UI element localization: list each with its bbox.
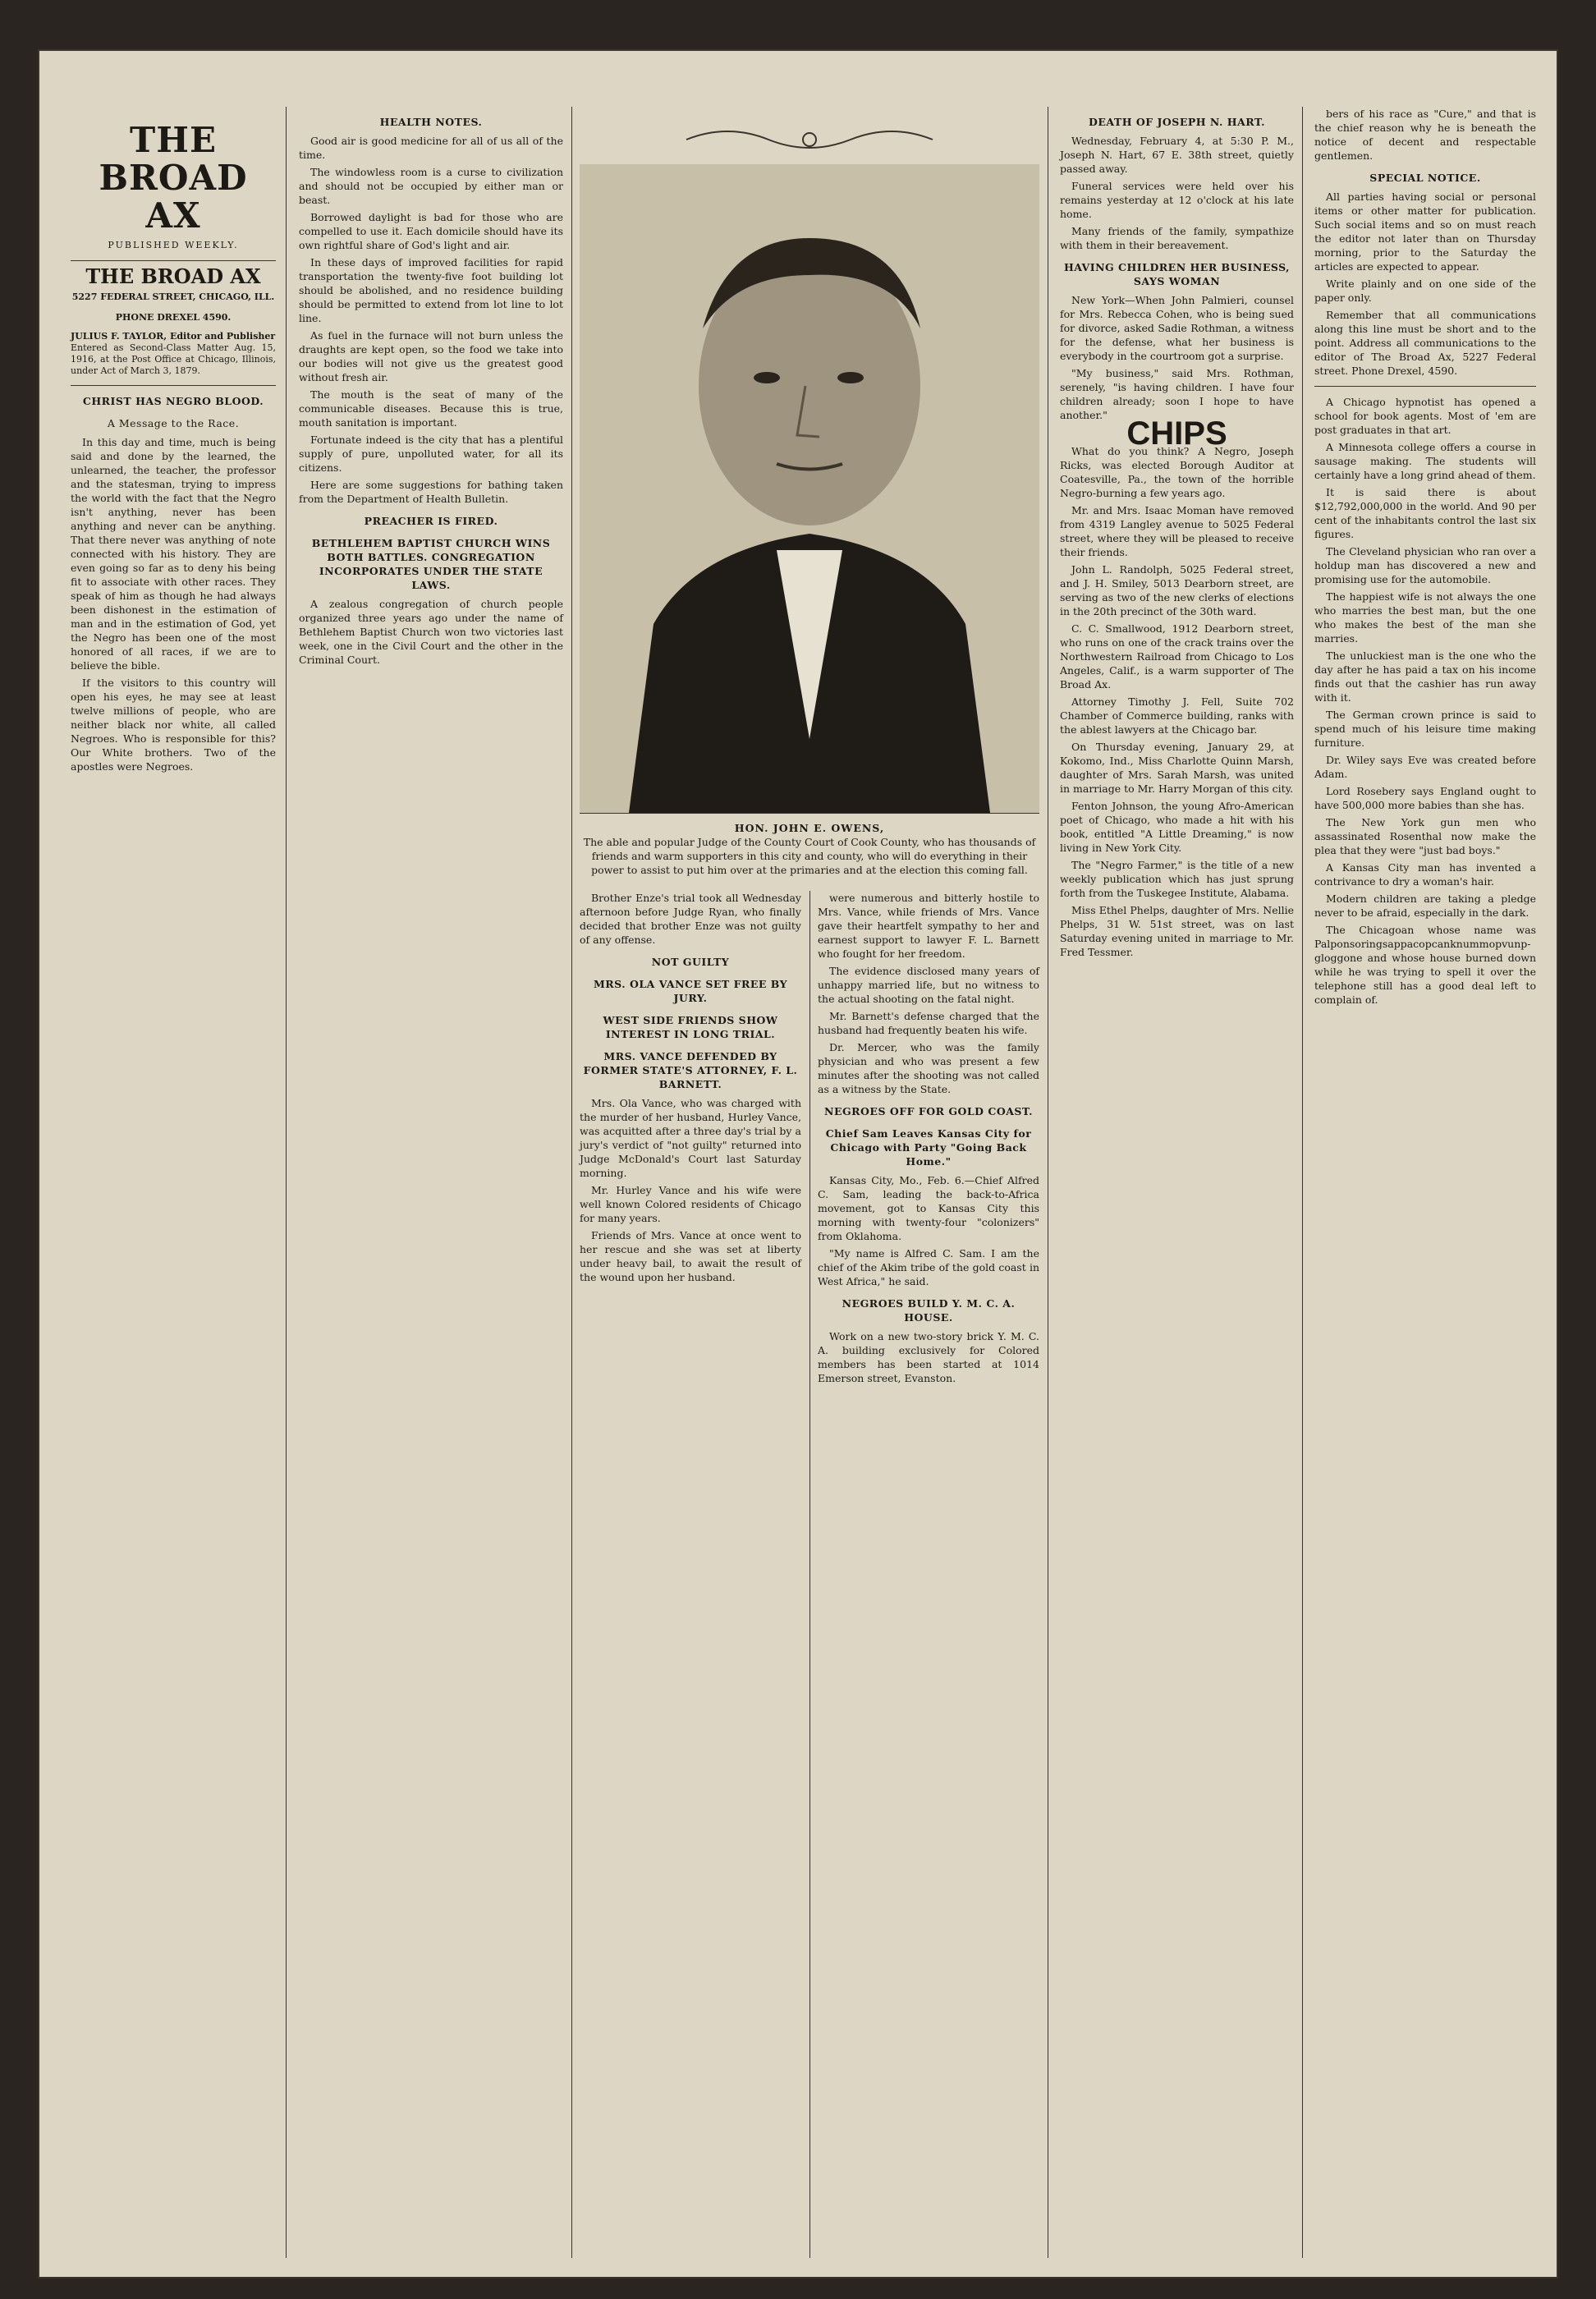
paragraph: All parties having social or personal items or other matter for publication. Such social items and so on must reach the editor not later than on Thursday morning, prior to the Saturday the articles are expected to appear. bbox=[1314, 190, 1536, 273]
divider bbox=[71, 385, 276, 386]
chips-heading: CHIPS bbox=[1126, 415, 1227, 452]
caption-text: The able and popular Judge of the County Court of Cook County, who has thousands of friends and warm supporters in this city and county, who will do everything in their power to assist to put him over at the primaries and at the election this coming fall. bbox=[583, 836, 1036, 876]
subhead: WEST SIDE FRIENDS SHOW INTEREST IN LONG TRIAL. bbox=[603, 1014, 778, 1040]
paragraph: Lord Rosebery says England ought to have 500,000 more babies than she has. bbox=[1314, 785, 1536, 811]
column-6 bbox=[1314, 107, 1536, 1010]
newspaper-page bbox=[38, 49, 1558, 2278]
paragraph: The New York gun men who assassinated Rosenthal now make the plea that they were "just bad boys." bbox=[1314, 816, 1536, 856]
paragraph: Funeral services were held over his remains yesterday at 12 o'clock at his late home. bbox=[1060, 180, 1294, 220]
paragraph: What do you think? A Negro, Joseph Ricks, was elected Borough Auditor at Coatesville, Pa., the town of the horrible Negro-burning a few years ago. bbox=[1060, 445, 1294, 499]
paragraph: If the visitors to this country will open his eyes, he may see at least twelve millions of people, who are neither black nor white, all called Negroes. Who is responsible for this? Our White brothers. Two of the apostles were Negroes. bbox=[71, 677, 276, 773]
paragraph: Many friends of the family, sympathize with them in their bereavement. bbox=[1060, 225, 1294, 251]
paragraph: Work on a new two-story brick Y. M. C. A. building exclusively for Colored members has been started at 1014 Emerson street, Evanston. bbox=[818, 1330, 1039, 1384]
paragraph: bers of his race as "Cure," and that is the chief reason why he is beneath the notice of decent and respectable gentlemen. bbox=[1314, 108, 1536, 162]
paragraph: Mr. Hurley Vance and his wife were well known Colored residents of Chicago for many years. bbox=[580, 1184, 801, 1224]
masthead-subtitle: PUBLISHED WEEKLY. bbox=[108, 240, 239, 250]
paragraph: Dr. Wiley says Eve was created before Adam. bbox=[1314, 754, 1536, 780]
headline: NEGROES BUILD Y. M. C. A. HOUSE. bbox=[842, 1297, 1016, 1324]
paragraph: were numerous and bitterly hostile to Mrs. Vance, while friends of Mrs. Vance gave their heartfelt sympathy to her and earnest support to lawyer F. L. Barnett who fought for her freedom. bbox=[818, 892, 1039, 960]
paragraph: The German crown prince is said to spend much of his leisure time making furniture. bbox=[1314, 709, 1536, 749]
column-2 bbox=[299, 107, 563, 670]
paragraph: Fenton Johnson, the young Afro-American poet of Chicago, who made a hit with his book, entitled "A Little Dreaming," is now living in New York City. bbox=[1060, 800, 1294, 854]
paragraph: A Minnesota college offers a course in sausage making. The students will certainly have a long grind ahead of them. bbox=[1314, 441, 1536, 481]
paragraph: The windowless room is a curse to civilization and should not be occupied by either man or beast. bbox=[299, 166, 563, 206]
paragraph: The Cleveland physician who ran over a holdup man has discovered a new and promising use for the automobile. bbox=[1314, 545, 1536, 585]
paragraph: John L. Randolph, 5025 Federal street, and J. H. Smiley, 5013 Dearborn street, are serving as two of the new clerks of elections in the 20th precinct of the 30th ward. bbox=[1060, 563, 1294, 617]
paragraph: Remember that all communications along this line must be short and to the point. Address all communications to the editor of The Broad Ax, 5227 Federal street. Phone Drexel, 4590. bbox=[1314, 309, 1536, 377]
paragraph: As fuel in the furnace will not burn unless the draughts are kept open, so the food we take into our bodies will not give us the greatest good without fresh air. bbox=[299, 329, 563, 383]
masthead-entered: Entered as Second-Class Matter Aug. 15, 1916, at the Post Office at Chicago, Illinois, under Act of March 3, 1879. bbox=[71, 342, 276, 376]
paragraph: Attorney Timothy J. Fell, Suite 702 Chamber of Commerce building, ranks with the ablest lawyers at the Chicago bar. bbox=[1060, 695, 1294, 736]
paragraph: Mr. Barnett's defense charged that the husband had frequently beaten his wife. bbox=[818, 1010, 1039, 1036]
subhead: Chief Sam Leaves Kansas City for Chicago with Party "Going Back Home." bbox=[825, 1127, 1032, 1168]
ornament-icon bbox=[678, 119, 941, 160]
paragraph: On Thursday evening, January 29, at Kokomo, Ind., Miss Charlotte Quinn Marsh, daughter of Mrs. Sarah Marsh, was united in marriage to Mr. Harry Morgan of this city. bbox=[1060, 741, 1294, 795]
paragraph: In these days of improved facilities for rapid transportation the twenty-five foot building lot should be abolished, and no residence building should be permitted to extend from lot line to lot line. bbox=[299, 256, 563, 324]
subhead: BETHLEHEM BAPTIST CHURCH WINS BOTH BATTLES. CONGREGATION INCORPORATES UNDER THE STATE LAWS. bbox=[311, 537, 551, 591]
masthead-address: 5227 FEDERAL STREET, CHICAGO, ILL. bbox=[71, 291, 275, 302]
column-1 bbox=[71, 107, 276, 777]
paragraph: Mrs. Ola Vance, who was charged with the murder of her husband, Hurley Vance, was acquitted after a three day's trial by a jury's verdict of "not guilty" returned into Judge McDonald's Court last Saturday morning. bbox=[580, 1097, 801, 1179]
subhead: MRS. VANCE DEFENDED BY FORMER STATE'S ATTORNEY, F. L. BARNETT. bbox=[583, 1050, 798, 1090]
paragraph: Friends of Mrs. Vance at once went to her rescue and she was set at liberty under heavy bail, to await the result of the wound upon her husband. bbox=[580, 1229, 801, 1283]
paragraph: The mouth is the seat of many of the communicable diseases. Because this is true, mouth sanitation is important. bbox=[299, 388, 563, 429]
masthead-title-2: THE BROAD AX bbox=[85, 264, 261, 288]
masthead-phone: PHONE DREXEL 4590. bbox=[115, 312, 232, 323]
headline: HEALTH NOTES. bbox=[379, 116, 483, 128]
paragraph: The "Negro Farmer," is the title of a new weekly publication which has just sprung forth from the Tuskegee Institute, Alabama. bbox=[1060, 859, 1294, 899]
paragraph: Kansas City, Mo., Feb. 6.—Chief Alfred C. Sam, leading the back-to-Africa movement, got to Kansas City this morning with twenty-four "colonizers" from Oklahoma. bbox=[818, 1174, 1039, 1242]
paragraph: C. C. Smallwood, 1912 Dearborn street, who runs on one of the crack trains over the Northwestern Railroad from Chicago to Los Angeles, Calif., is a warm supporter of The Broad Ax. bbox=[1060, 622, 1294, 691]
paragraph: Mr. and Mrs. Isaac Moman have removed from 4319 Langley avenue to 5025 Federal street, where they will be pleased to receive their friends. bbox=[1060, 504, 1294, 558]
column-4 bbox=[818, 891, 1039, 1388]
paragraph: "My name is Alfred C. Sam. I am the chief of the Akim tribe of the gold coast in West Africa," he said. bbox=[818, 1247, 1039, 1287]
column-rule bbox=[809, 891, 810, 2258]
divider bbox=[71, 260, 276, 261]
portrait-figure-icon bbox=[580, 164, 1039, 813]
headline: PREACHER IS FIRED. bbox=[364, 515, 498, 527]
paragraph: New York—When John Palmieri, counsel for Mrs. Rebecca Cohen, who is being sued for divorce, asked Sadie Rothman, a witness for the defense, what her business is everybody in the courtroom got a surprise. bbox=[1060, 294, 1294, 362]
headline: CHRIST HAS NEGRO BLOOD. bbox=[82, 395, 264, 407]
paragraph: Fortunate indeed is the city that has a plentiful supply of pure, unpolluted water, for all its citizens. bbox=[299, 434, 563, 474]
paragraph: Write plainly and on one side of the paper only. bbox=[1314, 278, 1536, 304]
paragraph: The unluckiest man is the one who the day after he has paid a tax on his income finds out that the cashier has run away with it. bbox=[1314, 649, 1536, 704]
headline: SPECIAL NOTICE. bbox=[1369, 172, 1481, 184]
paragraph: The happiest wife is not always the one who marries the best man, but the one who makes the best of the man she marries. bbox=[1314, 590, 1536, 645]
column-5 bbox=[1060, 107, 1294, 962]
paragraph: A Kansas City man has invented a contrivance to dry a woman's hair. bbox=[1314, 861, 1536, 888]
portrait-caption bbox=[580, 821, 1039, 877]
paragraph: "My business," said Mrs. Rothman, serenely, "is having children. I have four children already; soon I hope to have another." bbox=[1060, 367, 1294, 421]
portrait-photo bbox=[580, 164, 1039, 814]
paragraph: Modern children are taking a pledge never to be afraid, especially in the dark. bbox=[1314, 893, 1536, 919]
paragraph: In this day and time, much is being said and done by the learned, the unlearned, the teacher, the professor and the statesman, trying to impress the world with the fact that the Negro isn't anything, never has been anything and never can be anything. That there never was anything of note connected with his history. They are even going so far as to deny his being fit to associate with other races. They speak of him as though he had always been dishonest in the estimation of man and in the estimation of God, yet the Negro has been one of the most honored of all races, if we are to believe the bible. bbox=[71, 436, 276, 672]
headline: NOT GUILTY bbox=[651, 956, 730, 968]
column-3 bbox=[580, 891, 801, 1287]
paragraph: Brother Enze's trial took all Wednesday afternoon before Judge Ryan, who finally decided that brother Enze was not guilty of any offense. bbox=[580, 892, 801, 946]
paragraph: Here are some suggestions for bathing taken from the Department of Health Bulletin. bbox=[299, 479, 563, 505]
headline: NEGROES OFF FOR GOLD COAST. bbox=[824, 1105, 1033, 1117]
divider bbox=[1314, 386, 1536, 387]
paragraph: Good air is good medicine for all of us all of the time. bbox=[299, 135, 563, 161]
column-rule bbox=[1302, 107, 1303, 2258]
headline: HAVING CHILDREN HER BUSINESS, SAYS WOMAN bbox=[1063, 261, 1291, 287]
paragraph: The Chicagoan whose name was Palponsoringsappacopcanknummopvunp-gloggone and whose house burned down while he was trying to spell it over the telephone still has a good deal left to complain of. bbox=[1314, 924, 1536, 1006]
subhead: MRS. OLA VANCE SET FREE BY JURY. bbox=[593, 978, 788, 1004]
paragraph: Wednesday, February 4, at 5:30 P. M., Joseph N. Hart, 67 E. 38th street, quietly passed away. bbox=[1060, 135, 1294, 175]
paragraph: Dr. Mercer, who was the family physician and who was present a few minutes after the shooting was not called as a witness by the State. bbox=[818, 1041, 1039, 1095]
paragraph: The evidence disclosed many years of unhappy married life, but no witness to the actual shooting on the fatal night. bbox=[818, 965, 1039, 1005]
column-rule bbox=[571, 107, 572, 2258]
headline: DEATH OF JOSEPH N. HART. bbox=[1089, 116, 1265, 128]
column-rule bbox=[286, 107, 287, 2258]
caption-name: HON. JOHN E. OWENS, bbox=[734, 822, 885, 834]
paragraph: Miss Ethel Phelps, daughter of Mrs. Nellie Phelps, 31 W. 51st street, was on last Saturday evening united in marriage to Mr. Fred Tessmer. bbox=[1060, 904, 1294, 958]
subhead: A Message to the Race. bbox=[107, 417, 240, 429]
masthead-editor: JULIUS F. TAYLOR, Editor and Publisher bbox=[71, 331, 276, 342]
paragraph: A Chicago hypnotist has opened a school for book agents. Most of 'em are post graduates in that art. bbox=[1314, 396, 1536, 436]
paragraph: A zealous congregation of church people organized three years ago under the name of Bethlehem Baptist Church won two victories last week, one in the Civil Court and the other in the Criminal Court. bbox=[299, 598, 563, 666]
masthead-title: THE BROAD AX bbox=[99, 120, 248, 236]
paragraph: Borrowed daylight is bad for those who are compelled to use it. Each domicile should have its own rightful share of God's light and air. bbox=[299, 211, 563, 251]
paragraph: It is said there is about $12,792,000,000 in the world. And 90 per cent of the inhabitants control the last six figures. bbox=[1314, 486, 1536, 540]
